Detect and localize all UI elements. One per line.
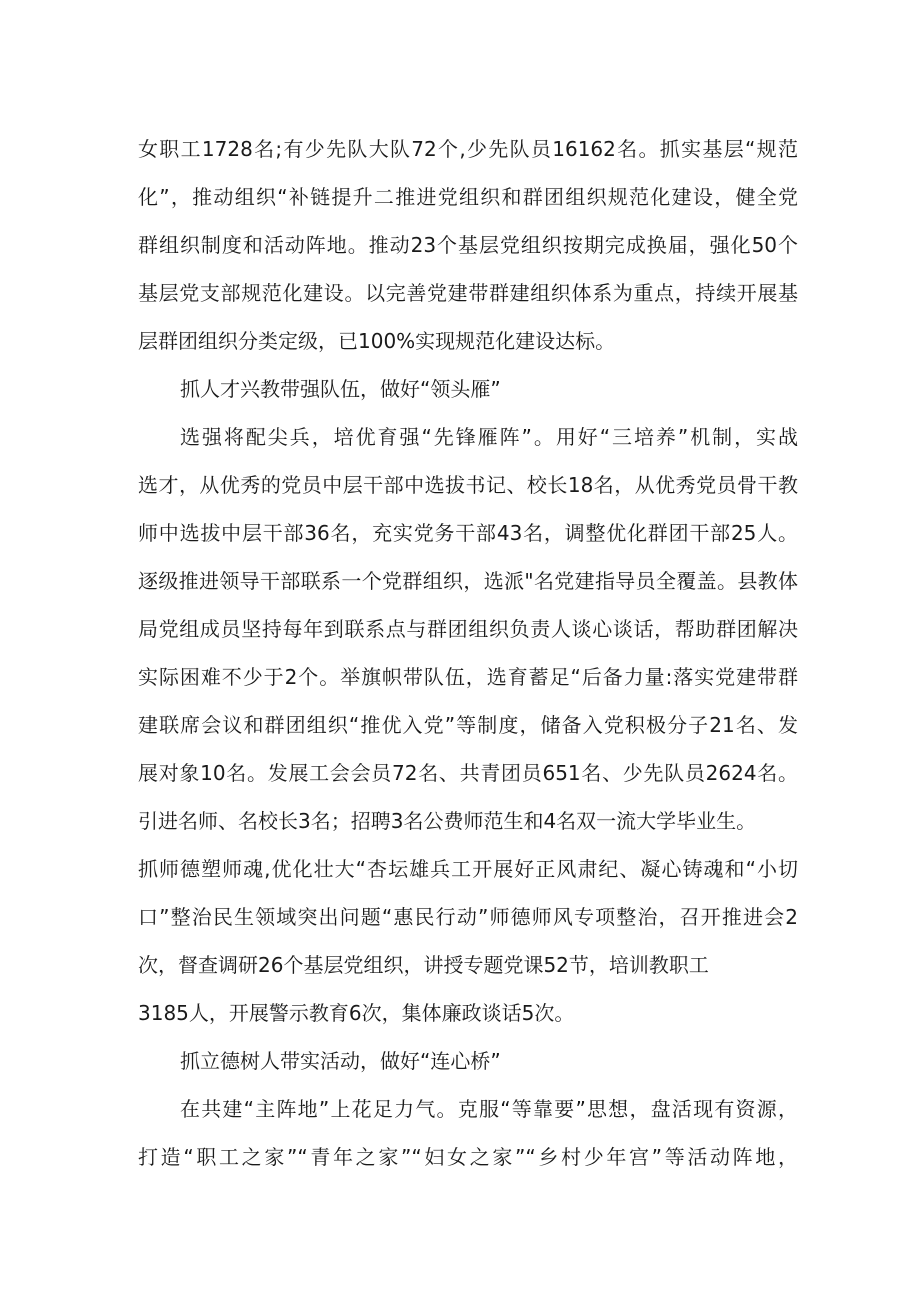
text-line: 打造“职工之家”“青年之家”“妇女之家”“乡村少年宫”等活动阵地， [138,1145,798,1169]
text-line: 建联席会议和群团组织“推优入党”等制度，储备入党积极分子21名、发 [138,713,798,737]
section-heading: 抓立德树人带实活动，做好“连心桥” [180,1049,501,1073]
text-line: 展对象10名。发展工会会员72名、共青团员651名、少先队员2624名。 [138,761,798,785]
text-line: 层群团组织分类定级，已100%实现规范化建设达标。 [138,329,616,353]
text-line: 口”整治民生领域突出问题“惠民行动”师德师风专项整治，召开推进会2 [138,905,798,929]
text-line: 实际困难不少于2个。举旗帜带队伍，选育蓄足“后备力量:落实党建带群 [138,665,798,689]
text-line: 女职工1728名;有少先队大队72个,少先队员16162名。抓实基层“规范 [138,137,798,161]
text-line: 在共建“主阵地”上花足力气。克服“等靠要”思想，盘活现有资源， [180,1097,798,1121]
text-line: 局党组成员坚持每年到联系点与群团组织负责人谈心谈话，帮助群团解决 [138,617,798,641]
text-line: 3185人，开展警示教育6次，集体廉政谈话5次。 [138,1001,575,1025]
text-line: 抓师德塑师魂,优化壮大“杏坛雄兵工开展好正风肃纪、凝心铸魂和“小切 [138,857,798,881]
text-line: 次，督查调研26个基层党组织，讲授专题党课52节，培训教职工 [138,953,709,977]
text-line: 选才，从优秀的党员中层干部中选拔书记、校长18名，从优秀党员骨干教 [138,473,798,497]
text-line: 化”，推动组织“补链提升二推进党组织和群团组织规范化建设，健全党 [138,185,798,209]
text-line: 引进名师、名校长3名；招聘3名公费师范生和4名双一流大学毕业生。 [138,809,757,833]
text-line: 选强将配尖兵，培优育强“先锋雁阵”。用好“三培养”机制，实战 [180,425,798,449]
text-line: 师中选拔中层干部36名，充实党务干部43名，调整优化群团干部25人。 [138,521,798,545]
section-heading: 抓人才兴教带强队伍，做好“领头雁” [180,377,501,401]
text-line: 逐级推进领导干部联系一个党群组织，选派"名党建指导员全覆盖。县教体 [138,569,798,593]
text-line: 群组织制度和活动阵地。推动23个基层党组织按期完成换届，强化50个 [138,233,798,257]
text-line: 基层党支部规范化建设。以完善党建带群建组织体系为重点，持续开展基 [138,281,798,305]
